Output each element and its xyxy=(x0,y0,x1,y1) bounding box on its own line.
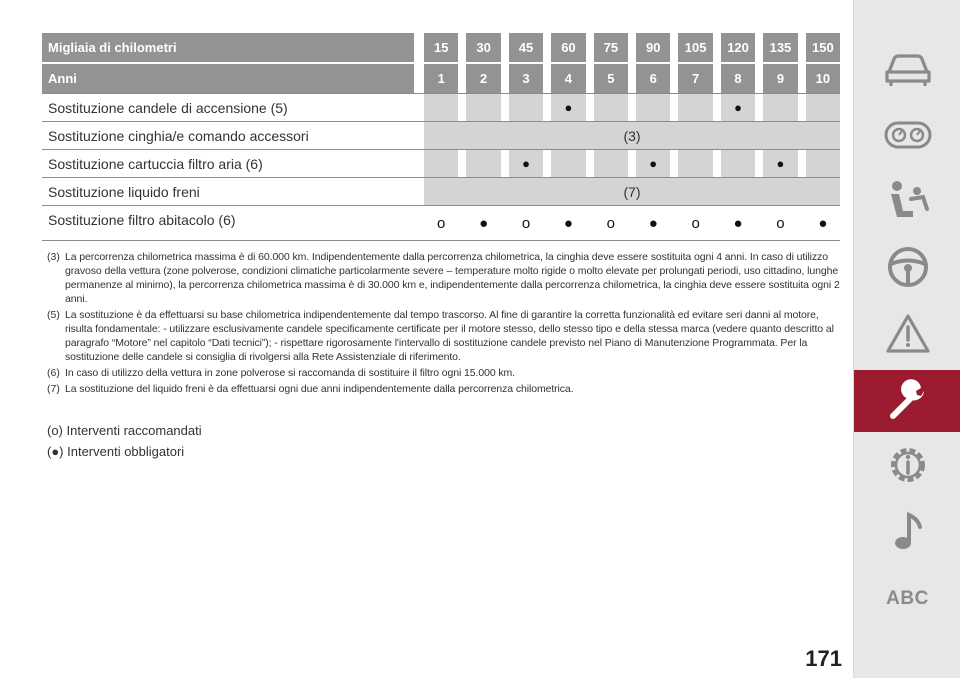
footnote-text: La sostituzione è da effettuarsi su base chilometrica indipendentemente dal tempo trascorso. Al fine di garantire la corretta funzionalità ed evitare seri danni al motore, risulta fondamentale: - utilizzare esclusivamente candele specificamente certificate per il motore stesso, dello stesso tipo e della stessa marca (vedere quanto descritto al paragrafo “Motore” nel capitolo “Dati tecnici”); - rispettare rigorosamente l'intervallo di sostituzione candele previsto nel Piano di Manutenzione Programmata. Per la sostituzione delle candele si consiglia di rivolgersi alla Rete Assistenziale di riferimento. xyxy=(65,309,834,363)
row-cell: ● xyxy=(509,150,543,177)
header-years-label: Anni xyxy=(42,64,414,93)
footnote xyxy=(47,308,842,364)
row-cell: ● xyxy=(551,206,585,240)
footnote-number: (5) xyxy=(47,309,60,321)
table-row xyxy=(42,93,840,122)
row-cell xyxy=(424,94,458,121)
chapter-sidebar xyxy=(853,0,960,678)
dashboard-icon[interactable] xyxy=(854,104,960,166)
row-cell: o xyxy=(594,206,628,240)
legend-recommended: (o) Interventi raccomandati xyxy=(47,423,202,438)
row-cell xyxy=(678,150,712,177)
row-cell: ● xyxy=(721,94,755,121)
header-km-row xyxy=(42,33,840,62)
row-cell: ● xyxy=(763,150,797,177)
header-km-cell: 120 xyxy=(721,33,755,62)
row-cell xyxy=(509,94,543,121)
header-km-cell: 60 xyxy=(551,33,585,62)
header-years-cell: 1 xyxy=(424,64,458,93)
steering-wheel-icon[interactable] xyxy=(854,236,960,298)
header-years-cell: 2 xyxy=(466,64,500,93)
footnote-text: La sostituzione del liquido freni è da effettuarsi ogni due anni indipendentemente dalla percorrenza chilometrica. xyxy=(65,383,574,395)
abc-label: ABC xyxy=(886,588,929,609)
row-span-cell: (7) xyxy=(424,178,840,205)
footnote xyxy=(47,366,842,380)
seat-passenger-icon[interactable] xyxy=(854,170,960,232)
row-label: Sostituzione liquido freni xyxy=(48,183,200,200)
info-gear-icon[interactable] xyxy=(854,434,960,496)
footnotes xyxy=(47,250,842,398)
header-years-cell: 9 xyxy=(763,64,797,93)
header-km-cell: 135 xyxy=(763,33,797,62)
footnote-number: (6) xyxy=(47,367,60,379)
wrench-icon[interactable] xyxy=(854,370,960,432)
car-icon[interactable] xyxy=(854,38,960,100)
table-body xyxy=(42,93,840,241)
header-years-cell: 5 xyxy=(594,64,628,93)
footnote-number: (3) xyxy=(47,251,60,263)
row-cell: ● xyxy=(551,94,585,121)
row-cell: o xyxy=(509,206,543,240)
footnote-text: In caso di utilizzo della vettura in zone polverose si raccomanda di sostituire il filtro ogni 15.000 km. xyxy=(65,367,515,379)
header-km-cell: 150 xyxy=(806,33,840,62)
header-years-cell: 7 xyxy=(678,64,712,93)
header-years-cell: 10 xyxy=(806,64,840,93)
row-label: Sostituzione cinghia/e comando accessori xyxy=(48,127,309,144)
row-cell: o xyxy=(424,206,458,240)
row-cell xyxy=(594,94,628,121)
row-cell xyxy=(594,150,628,177)
row-cell xyxy=(466,94,500,121)
row-cell: ● xyxy=(636,206,670,240)
row-cell: ● xyxy=(466,206,500,240)
header-km-cell: 90 xyxy=(636,33,670,62)
music-note-icon[interactable] xyxy=(854,500,960,562)
maintenance-table xyxy=(42,33,840,241)
table-row xyxy=(42,150,840,178)
warning-triangle-icon[interactable] xyxy=(854,302,960,364)
row-cell: ● xyxy=(721,206,755,240)
row-cell: o xyxy=(678,206,712,240)
table-row xyxy=(42,122,840,150)
row-cell: ● xyxy=(806,206,840,240)
row-cell xyxy=(636,94,670,121)
header-years-cell: 3 xyxy=(509,64,543,93)
footnote-number: (7) xyxy=(47,383,60,395)
header-years-row xyxy=(42,64,840,93)
page-number: 171 xyxy=(805,646,842,671)
row-label: Sostituzione filtro abitacolo (6) xyxy=(48,212,236,228)
header-years-cells xyxy=(414,64,840,93)
table-row xyxy=(42,178,840,206)
row-span-cell: (3) xyxy=(424,122,840,149)
header-km-cell: 75 xyxy=(594,33,628,62)
row-cell: o xyxy=(763,206,797,240)
row-cell xyxy=(551,150,585,177)
row-cell xyxy=(424,150,458,177)
footnote xyxy=(47,382,842,396)
footnote xyxy=(47,250,842,306)
row-cell xyxy=(466,150,500,177)
row-label: Sostituzione candele di accensione (5) xyxy=(48,99,288,116)
header-years-cell: 4 xyxy=(551,64,585,93)
row-cell xyxy=(806,150,840,177)
header-years-cell: 8 xyxy=(721,64,755,93)
legend-mandatory: (●) Interventi obbligatori xyxy=(47,444,185,459)
row-cell xyxy=(721,150,755,177)
row-cell: ● xyxy=(636,150,670,177)
header-years-cell: 6 xyxy=(636,64,670,93)
row-label: Sostituzione cartuccia filtro aria (6) xyxy=(48,155,263,172)
row-cell xyxy=(678,94,712,121)
table-row xyxy=(42,206,840,241)
row-cell xyxy=(806,94,840,121)
header-km-cell: 105 xyxy=(678,33,712,62)
footnote-text: La percorrenza chilometrica massima è di 60.000 km. Indipendentemente dalla percorrenza chilometrica, la cinghia deve essere sostituita ogni 4 anni. In caso di utilizzo gravoso della vettura (zone polverose, condizioni climatiche particolarmente severe – temperature molto rigide o molto elevate per prolungati periodi, uso cittadino, lunghe permanenze al minimo), la percorrenza chilometrica massima è di 30.000 km e, indipendentemente dalla percorrenza chilometrica, la cinghia deve essere sostituita ogni 2 anni. xyxy=(65,251,840,305)
header-km-cells xyxy=(414,33,840,62)
row-cell xyxy=(763,94,797,121)
abc-index-icon[interactable] xyxy=(854,568,960,630)
header-km-cell: 45 xyxy=(509,33,543,62)
header-km-cell: 30 xyxy=(466,33,500,62)
header-km-label: Migliaia di chilometri xyxy=(42,33,414,62)
header-km-cell: 15 xyxy=(424,33,458,62)
